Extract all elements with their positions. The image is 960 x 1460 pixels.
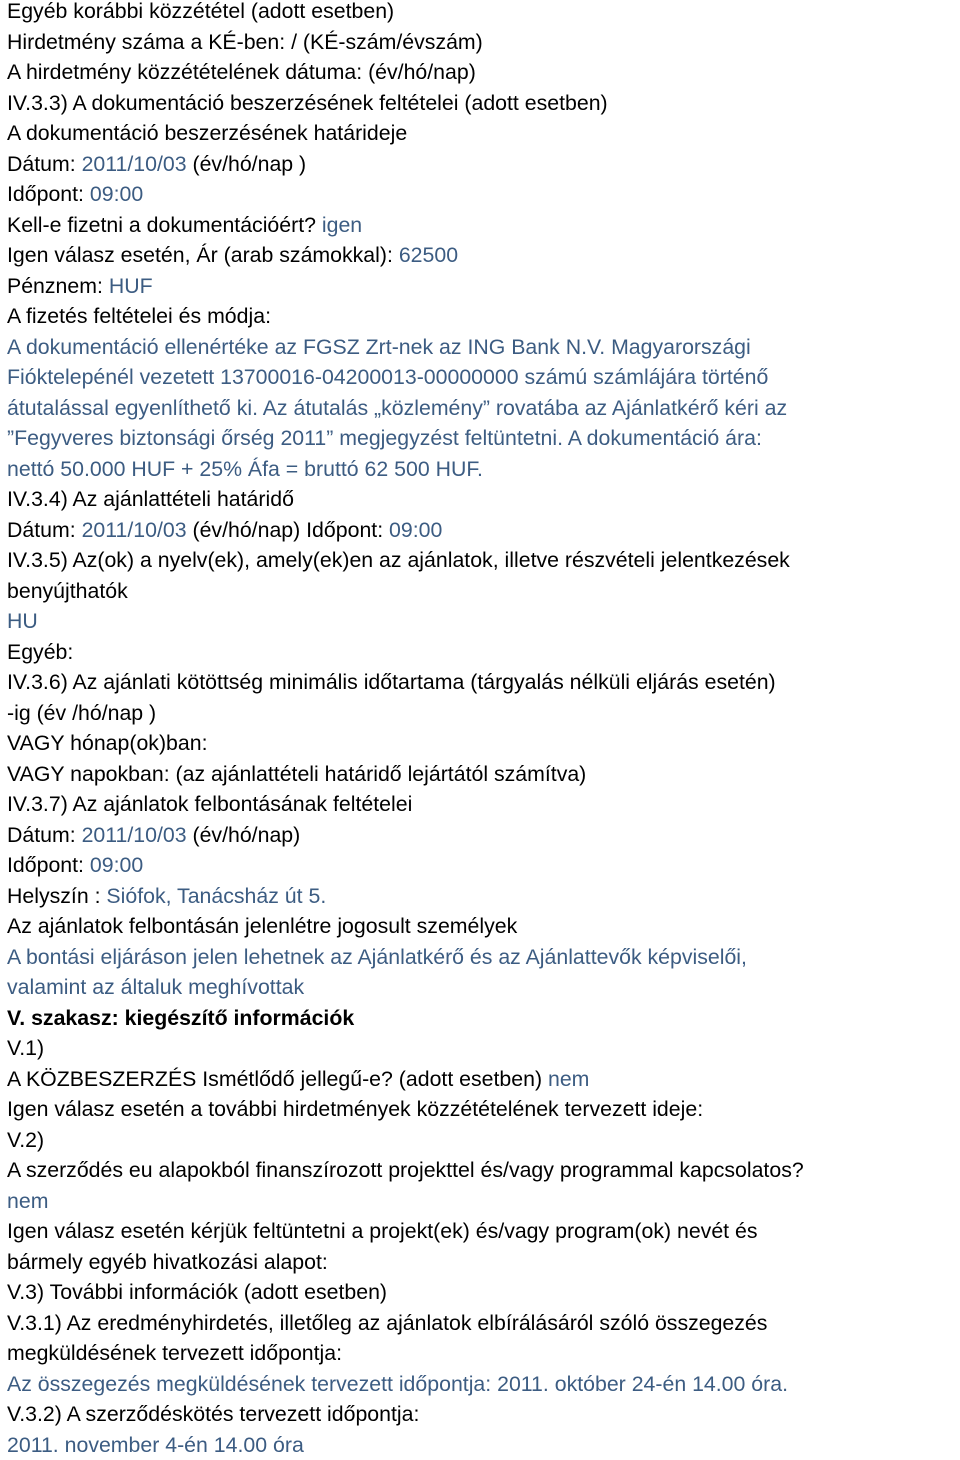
field-label: Igen válasz esetén kérjük feltüntetni a projekt(ek) és/vagy program(ok) nevét és (7, 1219, 758, 1243)
document-line (7, 942, 960, 973)
document-line (7, 1430, 960, 1460)
field-label: A fizetés feltételei és módja: (7, 304, 271, 328)
field-value: Az összegezés megküldésének tervezett időpontja: 2011. október 24-én 14.00 óra. (7, 1372, 788, 1396)
field-label: Dátum: (7, 152, 82, 176)
field-label: Helyszín : (7, 884, 106, 908)
section-heading: V. szakasz: kiegészítő információk (7, 1006, 354, 1030)
document-line (7, 484, 960, 515)
field-value: HU (7, 609, 38, 633)
document-line (7, 789, 960, 820)
field-value: ”Fegyveres biztonsági őrség 2011” megjegyzést feltüntetni. A dokumentáció ára: (7, 426, 762, 450)
field-value: 09:00 (90, 853, 143, 877)
document-line (7, 1186, 960, 1217)
document-line (7, 1338, 960, 1369)
document-line (7, 362, 960, 393)
field-label: Egyéb korábbi közzététel (adott esetben) (7, 0, 394, 23)
document-line (7, 515, 960, 546)
field-value: 2011. november 4-én 14.00 óra (7, 1433, 304, 1457)
field-label: V.3) További információk (adott esetben) (7, 1280, 387, 1304)
document-line (7, 332, 960, 363)
field-label: Dátum: (7, 823, 82, 847)
document-line (7, 911, 960, 942)
field-label: megküldésének tervezett időpontja: (7, 1341, 342, 1365)
document-line (7, 1216, 960, 1247)
field-label: IV.3.4) Az ajánlattételi határidő (7, 487, 294, 511)
field-label: Időpont: (7, 182, 90, 206)
document-line (7, 606, 960, 637)
document-line (7, 301, 960, 332)
field-value: valamint az általuk meghívottak (7, 975, 304, 999)
document-line (7, 545, 960, 576)
field-label: (év/hó/nap) (187, 823, 301, 847)
document-line (7, 118, 960, 149)
field-label: IV.3.5) Az(ok) a nyelv(ek), amely(ek)en az ajánlatok, illetve részvételi jelentkezések (7, 548, 790, 572)
field-label: Dátum: (7, 518, 82, 542)
document-line (7, 850, 960, 881)
document-line (7, 0, 960, 27)
field-value: nem (548, 1067, 589, 1091)
field-label: IV.3.3) A dokumentáció beszerzésének feltételei (adott esetben) (7, 91, 608, 115)
field-label: VAGY hónap(ok)ban: (7, 731, 207, 755)
field-value: nem (7, 1189, 48, 1213)
field-value: átutalással egyenlíthető ki. Az átutalás „közlemény” rovatába az Ajánlatkérő kéri az (7, 396, 787, 420)
document-line (7, 454, 960, 485)
document-line (7, 1155, 960, 1186)
field-label: A szerződés eu alapokból finanszírozott projekttel és/vagy programmal kapcsolatos? (7, 1158, 804, 1182)
field-label: Kell-e fizetni a dokumentációért? (7, 213, 322, 237)
document-line (7, 667, 960, 698)
field-label: Hirdetmény száma a KÉ-ben: / (KÉ-szám/évszám) (7, 30, 483, 54)
document-line (7, 1399, 960, 1430)
document-line (7, 57, 960, 88)
document-line (7, 1064, 960, 1095)
field-value: igen (322, 213, 362, 237)
document-line (7, 698, 960, 729)
field-value: Fióktelepénél vezetett 13700016-04200013-00000000 számú számlájára történő (7, 365, 768, 389)
document-line (7, 1308, 960, 1339)
document-line (7, 1033, 960, 1064)
document-line (7, 972, 960, 1003)
document-line (7, 271, 960, 302)
field-label: IV.3.6) Az ajánlati kötöttség minimális időtartama (tárgyalás nélküli eljárás esetén) (7, 670, 776, 694)
field-value: nettó 50.000 HUF + 25% Áfa = bruttó 62 500 HUF. (7, 457, 483, 481)
field-label: A dokumentáció beszerzésének határideje (7, 121, 407, 145)
document-line (7, 759, 960, 790)
document-line (7, 423, 960, 454)
field-label: bármely egyéb hivatkozási alapot: (7, 1250, 328, 1274)
document-line (7, 240, 960, 271)
document-line (7, 637, 960, 668)
field-value: 2011/10/03 (82, 823, 187, 847)
document-line (7, 1094, 960, 1125)
field-value: 09:00 (90, 182, 143, 206)
field-value: 62500 (399, 243, 458, 267)
field-value: Siófok, Tanácsház út 5. (106, 884, 326, 908)
field-label: V.2) (7, 1128, 44, 1152)
document-line (7, 1277, 960, 1308)
document-line (7, 149, 960, 180)
field-label: A KÖZBESZERZÉS Ismétlődő jellegű-e? (adott esetben) (7, 1067, 548, 1091)
field-value: 2011/10/03 (82, 152, 187, 176)
document-line (7, 179, 960, 210)
field-value: A dokumentáció ellenértéke az FGSZ Zrt-nek az ING Bank N.V. Magyarországi (7, 335, 751, 359)
field-label: V.3.2) A szerződéskötés tervezett időpontja: (7, 1402, 419, 1426)
document-line (7, 1125, 960, 1156)
document-line (7, 27, 960, 58)
document-line (7, 576, 960, 607)
field-label: Időpont: (7, 853, 90, 877)
field-value: 2011/10/03 (82, 518, 187, 542)
field-label: benyújthatók (7, 579, 128, 603)
document-line (7, 1247, 960, 1278)
field-label: Igen válasz esetén a további hirdetmények közzétételének tervezett ideje: (7, 1097, 703, 1121)
field-label: -ig (év /hó/nap ) (7, 701, 156, 725)
field-label: V.1) (7, 1036, 44, 1060)
field-label: (év/hó/nap) Időpont: (187, 518, 389, 542)
document-line (7, 1369, 960, 1400)
document-line (7, 210, 960, 241)
field-label: IV.3.7) Az ajánlatok felbontásának feltételei (7, 792, 412, 816)
document-line (7, 820, 960, 851)
document-line (7, 1003, 960, 1034)
document-line (7, 88, 960, 119)
document-line (7, 393, 960, 424)
field-label: Az ajánlatok felbontásán jelenlétre jogosult személyek (7, 914, 517, 938)
document-line (7, 881, 960, 912)
field-value: HUF (109, 274, 153, 298)
field-label: Pénznem: (7, 274, 109, 298)
field-value: A bontási eljáráson jelen lehetnek az Ajánlatkérő és az Ajánlattevők képviselői, (7, 945, 747, 969)
field-label: A hirdetmény közzétételének dátuma: (év/hó/nap) (7, 60, 476, 84)
field-label: VAGY napokban: (az ajánlattételi határidő lejártától számítva) (7, 762, 586, 786)
field-label: (év/hó/nap ) (187, 152, 307, 176)
field-value: 09:00 (389, 518, 442, 542)
field-label: Egyéb: (7, 640, 73, 664)
field-label: Igen válasz esetén, Ár (arab számokkal): (7, 243, 399, 267)
document-line (7, 728, 960, 759)
field-label: V.3.1) Az eredményhirdetés, illetőleg az ajánlatok elbírálásáról szóló összegezés (7, 1311, 767, 1335)
